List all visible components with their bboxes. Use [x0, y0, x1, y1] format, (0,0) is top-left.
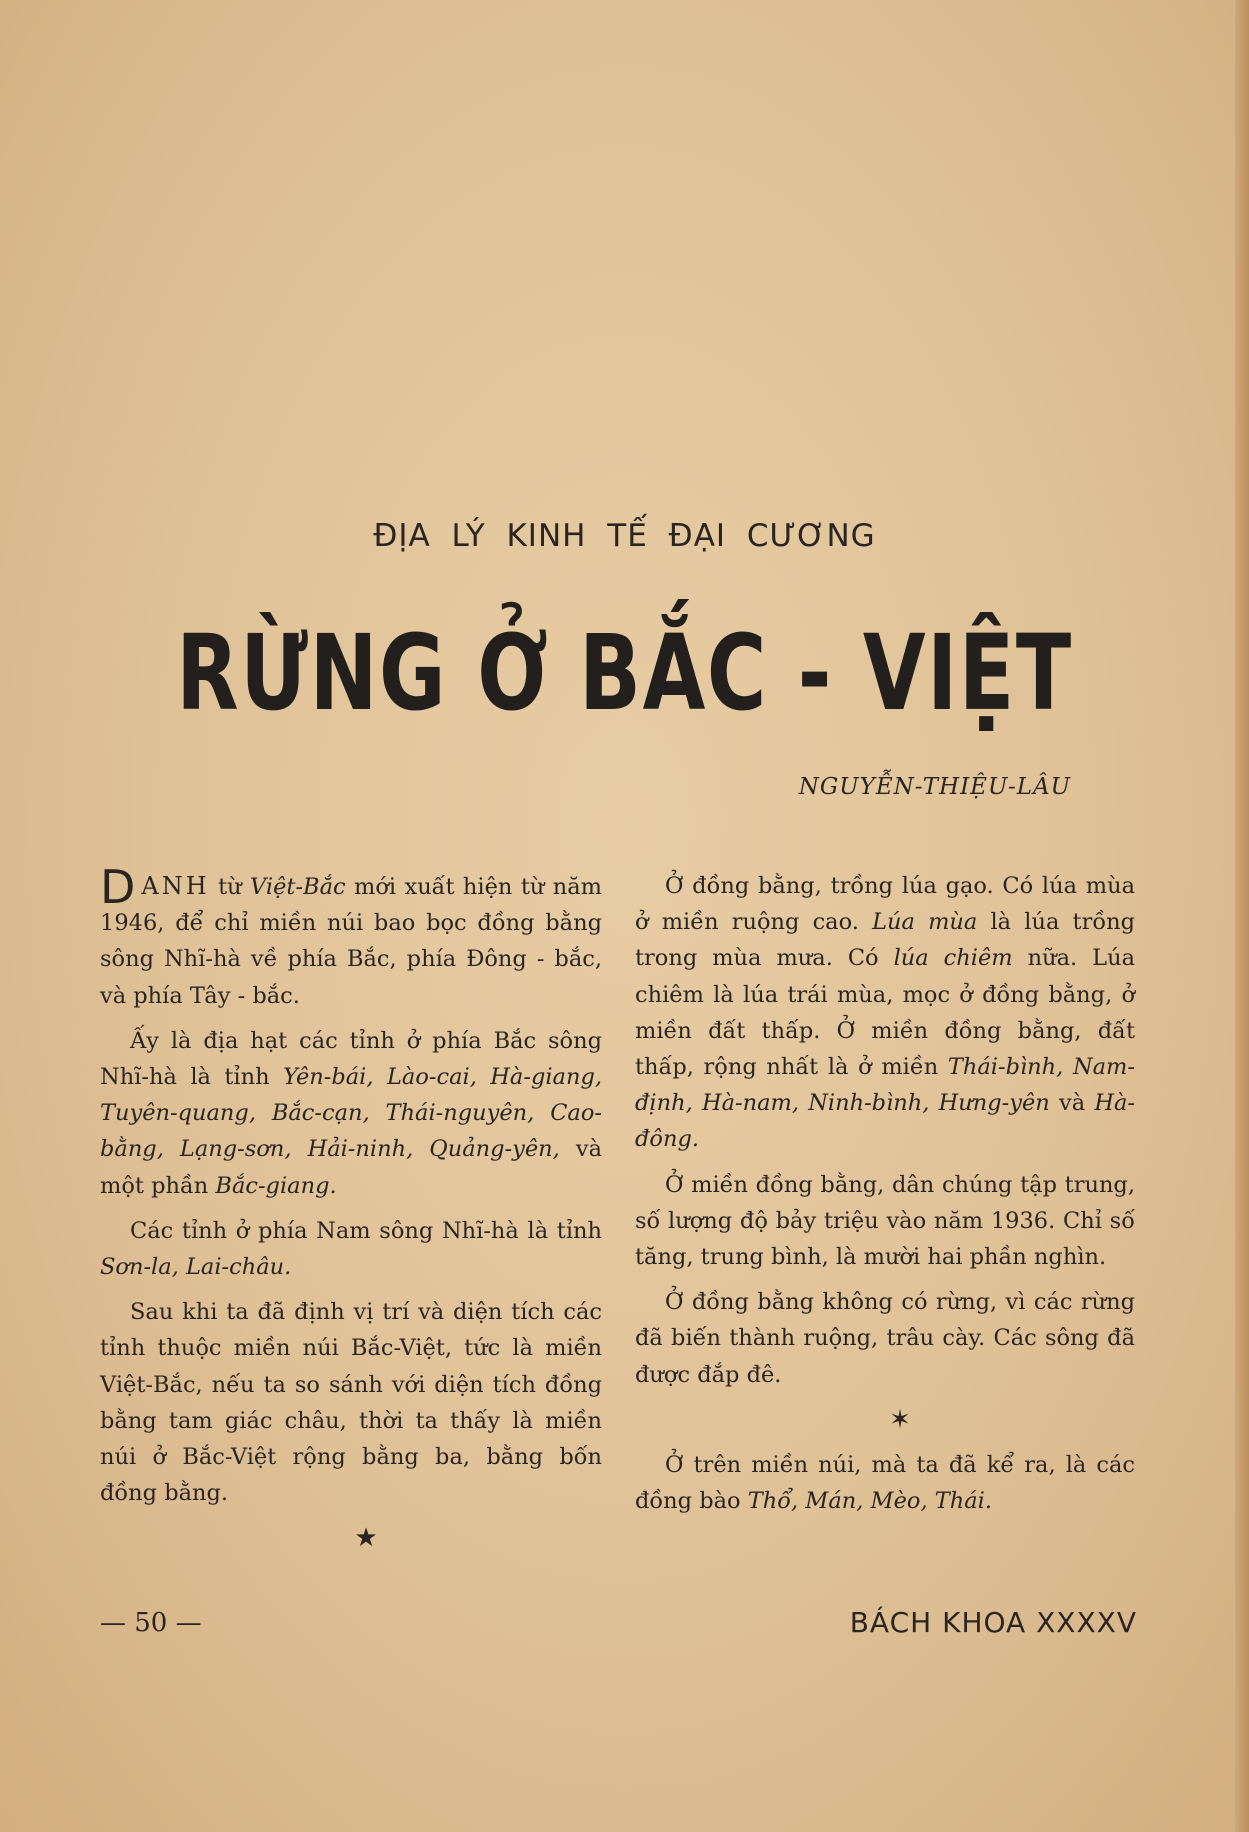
lead-caps: ANH — [141, 872, 210, 900]
text: Ở đồng bằng, trồng lúa gạo. Có lúa mùa ở miền ruộng cao. — [635, 873, 1135, 936]
text: và — [1049, 1090, 1095, 1117]
page-number: — 50 — — [100, 1608, 202, 1638]
paragraph: Ở đồng bằng không có rừng, vì các rừng đã biến thành ruộng, trâu cày. Các sông đã được đắp đê. — [635, 1289, 1135, 1388]
paragraph: Sau khi ta đã định vị trí và diện tích các tỉnh thuộc miền núi Bắc-Việt, tức là miền Việt-Bắc, nếu ta so sánh với diện tích đồng bằng tam giác châu, thời ta thấy là miền núi ở Bắc-Việt rộng bằng ba, bằng bốn đồng bằng. — [100, 1299, 602, 1507]
article-title: RỪNG Ở BẮC - VIỆT — [176, 612, 1073, 734]
magazine-name: BÁCH KHOA XXXXV — [849, 1606, 1137, 1639]
italic-text: lúa chiêm — [893, 945, 1013, 972]
italic-text: Việt-Bắc — [250, 874, 346, 900]
text: Ấy là địa hạt các tỉnh ở phía Bắc sông Nhĩ-hà là tỉnh — [100, 1027, 602, 1091]
paragraph — [635, 868, 1135, 1158]
text: và một phần — [100, 1136, 602, 1199]
text: Ở trên miền núi, mà ta đã kể ra, là các đồng bào — [635, 1452, 1135, 1515]
italic-text: Thổ, Mán, Mèo, Thái. — [747, 1488, 993, 1515]
star-ornament: ✶ — [889, 1404, 911, 1435]
star-ornament: ★ — [354, 1523, 378, 1554]
italic-text: Thái-bình, Nam-định, Hà-nam, Ninh-bình, Hưng-yên — [635, 1054, 1136, 1117]
italic-text: Yên-bái, Lào-cai, Hà-giang, Tuyên-quang, Bắc-cạn, Thái-nguyên, Cao-bằng, Lạng-sơn, Hải-ninh, Quảng-yên, — [100, 1064, 602, 1163]
paragraph — [635, 1447, 1135, 1519]
paragraph — [100, 1213, 602, 1285]
paragraph: Ở miền đồng bằng, dân chúng tập trung, số lượng độ bảy triệu vào năm 1936. Chỉ số tăng, trung bình, là mười hai phần nghìn. — [635, 1171, 1135, 1271]
author-name: NGUYỄN-THIỆU-LÂU — [798, 774, 1071, 800]
italic-text: Hà-đông. — [635, 1090, 1135, 1153]
text: mới xuất hiện từ năm 1946, để chỉ miền núi bao bọc đồng bằng sông Nhĩ-hà về phía Bắc, phía Đông - bắc, và phía Tây - bắc. — [100, 874, 602, 1009]
italic-text: Sơn-la, Lai-châu. — [100, 1254, 292, 1281]
drop-cap: D — [100, 860, 136, 914]
paragraph — [100, 1023, 602, 1204]
paragraph — [100, 860, 602, 1014]
text: là lúa trồng trong mùa mưa. Có — [635, 909, 1135, 972]
section-heading: ĐỊA LÝ KINH TẾ ĐẠI CƯƠNG — [373, 518, 876, 554]
text: từ — [209, 874, 251, 900]
italic-text: Bắc-giang. — [215, 1172, 337, 1199]
right-column — [635, 868, 1135, 1528]
text: nữa. Lúa chiêm là lúa trái mùa, mọc ở đồng bằng, ở miền đất thấp. Ở miền đồng bằng, đất thấp, rộng nhất là ở miền — [635, 945, 1135, 1081]
italic-text: Lúa mùa — [872, 909, 978, 936]
page-edge — [1235, 0, 1249, 1832]
text: Các tỉnh ở phía Nam sông Nhĩ-hà là tỉnh — [130, 1217, 602, 1244]
left-column — [100, 860, 602, 1566]
